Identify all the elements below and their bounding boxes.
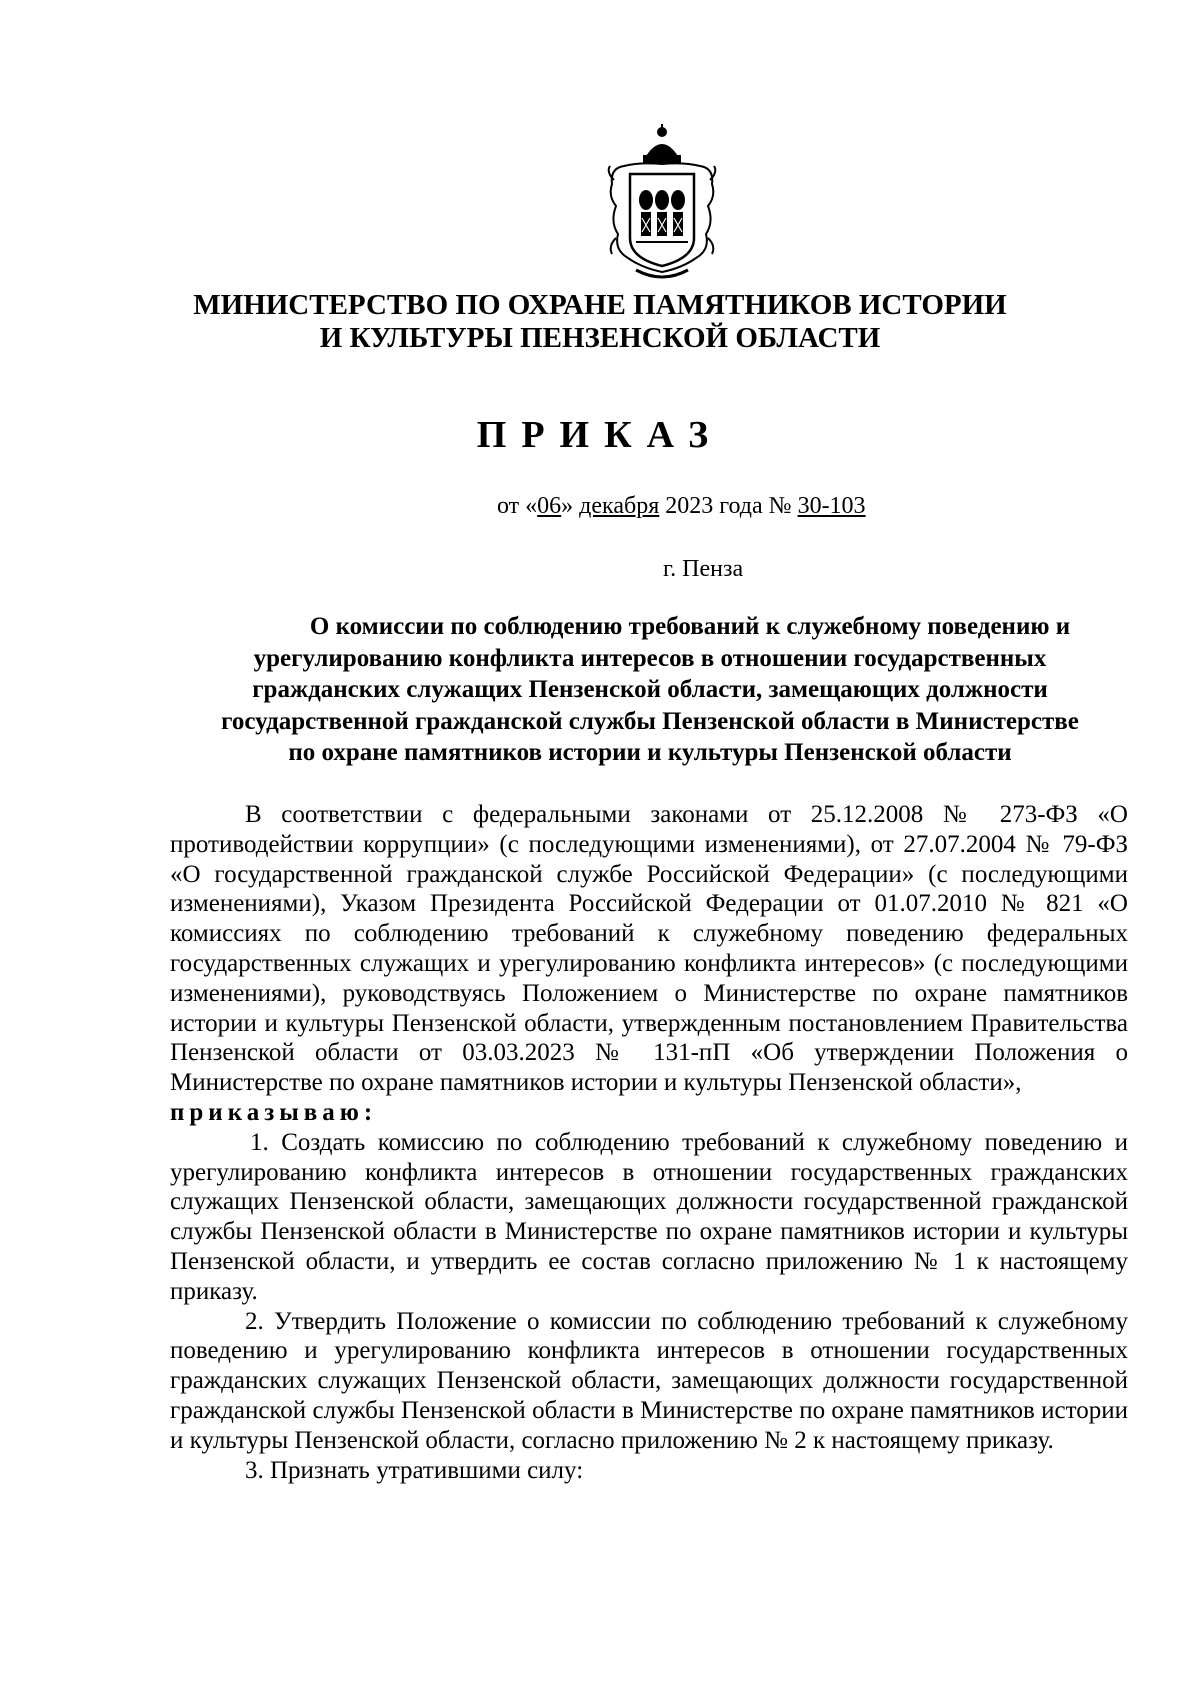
document-body [170,800,1128,1485]
preamble-paragraph: В соответствии с федеральными законами от 25.12.2008 № 273-ФЗ «О противодействии коррупции» (с последующими изменениями), от 27.07.2004 № 79-ФЗ «О государственной гражданской службе Российской Федерации» (с последующими изменениями), Указом Президента Российской Федерации от 01.07.2010 № 821 «О комиссиях по соблюдению требований к служебному поведению федеральных государственных служащих и урегулированию конфликта интересов» (с последующими изменениями), руководствуясь Положением о Министерстве по охране памятников истории и культуры Пензенской области, утвержденным постановлением Правительства Пензенской области от 03.03.2023 № 131-пП «Об утверждении Положения о Министерстве по охране памятников истории и культуры Пензенской области», [170,801,1128,1097]
document-subject [170,611,1130,769]
item-1-paragraph: 1. Создать комиссию по соблюдению требований к служебному поведению и урегулированию конфликта интересов в отношении государственных гражданских служащих Пензенской области, замещающих должности государственной гражданской службы Пензенской области в Министерстве по охране памятников истории и культуры Пензенской области, и утвердить ее состав согласно приложению № 1 к настоящему приказу. [170,1128,1128,1305]
document-number: 30-103 [797,493,866,519]
date-day: 06 [537,493,562,519]
item-3-paragraph: 3. Признать утратившими силу: [245,1456,584,1484]
ministry-name-line1: МИНИСТЕРСТВО ПО ОХРАНЕ ПАМЯТНИКОВ ИСТОРИИ [193,289,1007,321]
ministry-name-line2: И КУЛЬТУРЫ ПЕНЗЕНСКОЙ ОБЛАСТИ [319,322,881,354]
order-word: приказываю: [170,1098,378,1126]
document-type-title: ПРИКАЗ [476,414,724,456]
item-2-paragraph: 2. Утвердить Положение о комиссии по соблюдению требований к служебному поведению и урегулированию конфликта интересов в отношении государственных гражданских служащих Пензенской области, замещающих должности государственной гражданской службы Пензенской области в Министерстве по охране памятников истории и культуры Пензенской области, согласно приложению № 2 к настоящему приказу. [170,1307,1128,1454]
date-prefix: от « [497,493,538,519]
city: г. Пенза [663,556,744,582]
date-mid: » [561,493,580,519]
subject-line-2: урегулированию конфликта интересов в отношении государственных [253,644,1047,672]
date-month: декабря [579,493,660,519]
date-year: 2023 года № [659,493,798,519]
subject-line-5: по охране памятников истории и культуры Пензенской области [288,739,1012,766]
subject-line-1: О комиссии по соблюдению требований к служебному поведению и [309,613,1071,640]
order-date-number [497,493,866,520]
coat-of-arms-icon [606,122,718,284]
subject-line-4: государственной гражданской службы Пензенской области в Министерстве [221,707,1079,735]
subject-line-3: гражданских служащих Пензенской области, замещающих должности [252,676,1048,703]
